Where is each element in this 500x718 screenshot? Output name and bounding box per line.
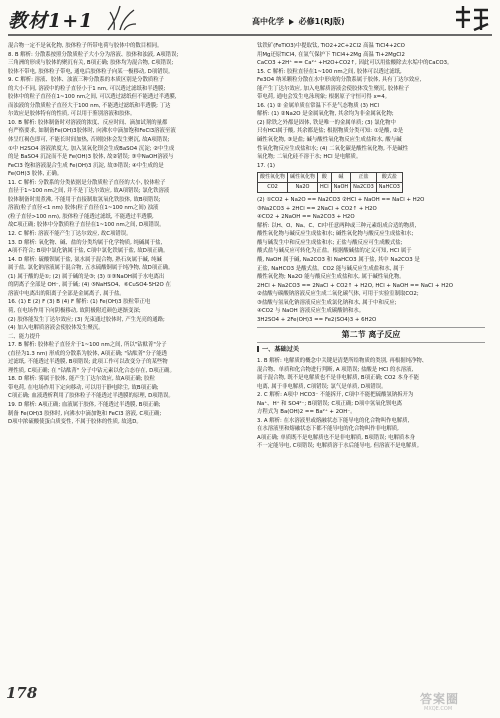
answer-line: 酸式盐与碱反应可转化为正盐。根据酸碱盐的定义可知, HCl 属于 bbox=[257, 248, 412, 255]
answer-line: 带电荷, 在电场作用下定向移动, 可以用于静电除尘, 故B项正确; bbox=[8, 384, 159, 391]
answer-line: ④CO2 与 NaOH 溶液反应生成碳酸钠和水。 bbox=[257, 308, 365, 315]
answer-line: 17. (1) bbox=[257, 162, 275, 169]
answer-line: 直径于1~100 nm之间, 并不是丁达尔效应, 故A项错误; 氯化铁溶液 bbox=[8, 188, 170, 195]
answer-line: 胶体不带电, 胶体粒子带电, 通电后胶体粒子向某一极移动, D项错误。 bbox=[8, 68, 174, 75]
answer-line: (2) ①CO2 + Na2O == Na2CO3 ②HCl + NaOH == NaCl + H2O bbox=[257, 197, 425, 204]
answer-line: A项不符合; B项中氯化钠属于盐, C项中氯化铁属于盐, 故D项正确。 bbox=[8, 248, 169, 255]
table-header-cell: 碱 bbox=[331, 173, 351, 183]
leaf-ornament-icon bbox=[104, 4, 138, 34]
answer-line: 溶液(粒子直径<1 nm) 胶体(粒子直径在1~100 nm之间) 浊液 bbox=[8, 205, 159, 212]
answer-line: 属于混合物, 既不是电解质也不是非电解质, B项正确; CO2 本身不能 bbox=[257, 375, 419, 382]
table-header-cell: 正盐 bbox=[351, 173, 377, 183]
answer-line: 性氧化物反应生成盐和水; (4) 二氧化碳是酸性氧化物, 不是碱性 bbox=[257, 145, 409, 152]
subject-name: 高中化学 bbox=[252, 17, 284, 26]
right-intro-text bbox=[257, 42, 485, 170]
answer-line: ③盐酸与氢氧化钠溶液反应生成氯化钠和水, 属于中和反应; bbox=[257, 299, 397, 306]
answer-line: 酸与碱发生中和反应生成盐和水; 正盐与酸反应可生成酸式盐; bbox=[257, 239, 403, 246]
answer-line: 解析: 以H、O、Na、C、Cl中任意两种或三种元素组成合适的物质, bbox=[257, 222, 417, 229]
publisher-logo-icon bbox=[452, 4, 492, 32]
answer-line: 正盐, NaHCO3 是酸式盐。CO2 能与碱反应生成盐和水, 属于 bbox=[257, 265, 404, 272]
answer-line: 8. B 解析: 分散系按照分散质粒子大小分为溶液、胶体和浊液, A项错误; bbox=[8, 51, 179, 58]
table-data-row bbox=[258, 183, 403, 193]
triangle-icon bbox=[289, 19, 294, 25]
answer-line: 方程式为 Ba(OH)2 == Ba²⁺ + 2OH⁻。 bbox=[257, 409, 356, 416]
book-brand bbox=[8, 6, 93, 33]
table-cell: NaOH bbox=[331, 183, 351, 193]
answer-line: 的阴离子全部是 OH⁻, 属于碱; (4) ⑤NaHSO4、⑥CuSO4·5H2O 在 bbox=[8, 282, 171, 289]
answer-line: (4) 加入电解质溶液会使胶体发生聚沉。 bbox=[8, 325, 104, 332]
answer-line: 理性质, C项正确; 在 "钴酞菁" 分子中钴元素以化合态存在, D项正确。 bbox=[8, 367, 175, 374]
table-cell: HCl bbox=[318, 183, 332, 193]
answer-line: 二、能力提升 bbox=[8, 333, 41, 340]
table-cell: Na2O bbox=[288, 183, 318, 193]
table-header-cell: 酸 bbox=[318, 173, 332, 183]
answer-line: 12. C 解析: 溶液不能产生丁达尔效应, 故C项错误。 bbox=[8, 231, 132, 238]
table-header-cell: 碱性氧化物 bbox=[288, 173, 318, 183]
answer-line: 而浊液的分散质粒子直径大于100 nm, 不能透过滤纸和半透膜; 丁达 bbox=[8, 102, 171, 109]
answer-line: 有严格要求, 如制备Fe(OH)3胶体时, 向沸水中滴加饱和FeCl3溶液至液 bbox=[8, 128, 176, 135]
answer-line: 16. (1) ② 金属单质在常温下不是气态物质 (3) HCl bbox=[257, 102, 380, 109]
answer-line: ③Na2CO3 + 2HCl == 2NaCl + CO2↑ + H2O bbox=[257, 205, 377, 212]
brand-text: 教材1+1 bbox=[8, 10, 94, 32]
answer-line: 碱性氧化物, ③是盐; 碱与酸性氧化物反应生成盐和水, 酸与碱 bbox=[257, 137, 402, 144]
answer-line: 15. C 解析: 胶粒直径在1~100 nm之间, 胶体可以透过滤纸, bbox=[257, 68, 402, 75]
answer-line: 在水溶液里和熔融状态下都不能导电的化合物叫作非电解质, bbox=[257, 426, 399, 433]
answer-line: 19. D 解析: A项正确; 血液属于胶体, 不能透过半透膜, B项正确; bbox=[8, 401, 161, 408]
answer-line: A项正确; 单质既不是电解质也不是非电解质, B项错误; 电解质本身 bbox=[257, 434, 416, 441]
answer-line: ④CO2 + 2NaOH == Na2CO3 + H2O bbox=[257, 214, 355, 221]
answer-line: ①中 H2SO4 溶液浓度大, 加入氢氧化钡会生成BaSO4 沉淀; ②中生成 bbox=[8, 145, 175, 152]
answer-line: 电离, 属于非电解质, C项错误; 氯气是单质, D项错误。 bbox=[257, 383, 387, 390]
answer-line: 只有HCl属于酸, 其余都是盐; 根据物质分类可知: ①是酸, ②是 bbox=[257, 128, 404, 135]
answer-line: (2) 胶体能发生丁达尔效应; (3) 光束通过胶体时, 产生光亮的通路; bbox=[8, 316, 165, 323]
answer-line: ②盐酸与碳酸钠溶液反应生成二氧化碳气体, 可用于实验室制取CO2; bbox=[257, 291, 419, 298]
page-header bbox=[0, 0, 500, 40]
watermark: 答案圈 bbox=[420, 692, 460, 706]
table-cell: NaHCO3 bbox=[376, 183, 402, 193]
answer-line: 不一定能导电, C项错误; 电解质溶于水后能导电, 但溶液不是电解质。 bbox=[257, 443, 423, 450]
answer-line: 的大小不同, 溶液中的粒子直径小于1 nm, 可以透过滤纸和半透膜; bbox=[8, 85, 166, 92]
table-cell: CO2 bbox=[258, 183, 288, 193]
answer-line: 胶体制备时需煮沸, 不能用于直接制取氢氧化铁胶体, 故B项错误; bbox=[8, 196, 161, 203]
right-section-text bbox=[257, 357, 485, 451]
answer-line: 氧化物; 二氧化硅不溶于水; HCl 是电解质。 bbox=[257, 154, 362, 161]
answer-line: 三角洲的形成与胶体的聚沉有关, B项正确; 胶体均为混合物, C项错误; bbox=[8, 60, 174, 67]
section-heading bbox=[257, 346, 485, 355]
answer-line: 荷, 在电场作用下向阴极移动, 故阴极附近颜色逐渐变深; bbox=[8, 307, 141, 314]
table-header-row bbox=[258, 173, 403, 183]
answer-line: 18. D 解析: 雾属于胶体, 能产生丁达尔效应, 故A项正确; 胶粒 bbox=[8, 376, 155, 383]
section-chapter-title: 第二节 离子反应 bbox=[257, 327, 485, 343]
answer-line: 解析: (1) ②Na2O 是金属氧化物, 其余均为非金属氧化物; bbox=[257, 111, 394, 118]
answer-line: 酸, NaOH 属于碱, Na2CO3 和 NaHCO3 属于盐, 其中 Na2CO3 是 bbox=[257, 257, 420, 264]
answer-line: 溶液中电离出的阳离子全部是金属离子, 属于盐。 bbox=[8, 290, 125, 297]
answer-line: (1) 属于酸的是①; (2) 属于碱的是③; (3) ①③NaOH属于水电离出 bbox=[8, 273, 165, 280]
left-answer-column bbox=[8, 42, 236, 682]
answer-line: (直径为1.3 nm) 形成的分散系为胶体, A项正确; "钴酞菁"分子能透 bbox=[8, 350, 168, 357]
answer-line: CaCO3 +2H⁺ == Ca²⁺ +H2O+CO2↑, 因此可以用盐酸除去水垢中的CaCO3。 bbox=[257, 60, 453, 67]
right-after-table-text bbox=[257, 196, 485, 324]
answer-line: D项中浓硫酸使蛋白质变性, 不属于胶体的性质, 故选D。 bbox=[8, 419, 142, 426]
classification-table bbox=[257, 172, 403, 193]
answer-line: 尔效应是胶体特有的性质, 可以用于鉴别溶液和胶体。 bbox=[8, 111, 136, 118]
table-header-cell: 酸性氧化物 bbox=[258, 173, 288, 183]
answer-line: 10. B 解析: 胶体制备时对溶液的浓度、反应时间、滴加试剂的量都 bbox=[8, 119, 168, 126]
answer-line: 酸性氧化物; Na2O 能与酸反应生成盐和水, 属于碱性氧化物。 bbox=[257, 274, 405, 281]
section-heading-text: 一、基础过关 bbox=[262, 346, 300, 354]
answer-line: 14. D 解析: 硫酸钡属于盐, 氨水属于混合物, 熟石灰属于碱, 纯碱 bbox=[8, 256, 162, 263]
subject-label bbox=[252, 16, 345, 27]
answer-line: 13. D 解析: 氧化物、碱、盐的分类均属于化学物质, 纯碱属于盐, bbox=[8, 239, 163, 246]
answer-line: 9. C 解析: 溶液、胶体、浊液三种分散系的本质区别是分散质粒子 bbox=[8, 77, 165, 84]
answer-line: 能产生丁达尔效应, 加入电解质溶液会使胶体发生聚沉, 胶体粒子 bbox=[257, 85, 410, 92]
answer-line: 属于盐, 氯化钠溶液属于混合物, 五水硫酸铜属于纯净物, 故D项正确。 bbox=[8, 265, 174, 272]
answer-line: C项正确; 血液透析利用了胶体粒子不能透过半透膜的原理, D项错误。 bbox=[8, 393, 174, 400]
watermark-url: MXQE.COM bbox=[424, 706, 453, 712]
answer-line: 混合物一定不是氧化物, 胶体粒子所带电荷与胶体中的数目相同。 bbox=[8, 43, 163, 49]
answer-line: 胶体中的粒子直径在1~100 nm之间, 可以透过滤纸但不能透过半透膜, bbox=[8, 94, 177, 101]
answer-line: 体呈红褐色即可, 不能长时间加热, 否则胶体会发生聚沉, 故A项错误; bbox=[8, 137, 170, 144]
answer-line: 制备 Fe(OH)3 胶体时, 向沸水中滴加饱和 FeCl3 溶液, C项正确; bbox=[8, 410, 162, 417]
answer-line: 钛铁矿(FeTiO3)中提取钛, TiO2+2C+2Cl2 高温 TiCl4+2CO bbox=[257, 43, 405, 49]
header-rule bbox=[8, 34, 492, 36]
table-cell: Na2CO3 bbox=[351, 183, 377, 193]
answer-line: (2) 除铁之外都是固体, 铁是唯一的金属单质; (3) 氯化物中 bbox=[257, 119, 396, 126]
answer-line: 故C项正确; 胶体中分散质粒子直径在1~100 nm之间, D项错误。 bbox=[8, 222, 165, 229]
answer-line: 11. C 解析: 分散系的分类依据是分散质粒子直径的大小, 胶体粒子 bbox=[8, 179, 166, 186]
answer-line: 1. B 解析: 电解质的概念中关键是清楚所给物质的类别, 再根据纯净物、 bbox=[257, 357, 428, 364]
answer-line: 的是 BaSO4 沉淀而不是 Fe(OH)3 胶体, 故②错误; ③中NaOH溶液与 bbox=[8, 154, 174, 161]
right-answer-column bbox=[257, 42, 485, 714]
answer-line: FeCl3 饱和溶液混合生成 Fe(OH)3 沉淀, 故③错误; ④中生成的是 bbox=[8, 162, 164, 169]
answer-line: 酸性氧化物与碱反应生成盐和水; 碱性氧化物与酸反应生成盐和水; bbox=[257, 231, 414, 238]
answer-line: 3. A 解析: 在水溶液里或熔融状态下能导电的化合物叫作电解质, bbox=[257, 417, 410, 424]
answer-line: 2HCl + Na2CO3 == 2NaCl + CO2↑ + H2O, HCl + NaOH == NaCl + H2O bbox=[257, 282, 453, 289]
answer-line: 17. B 解析: 胶体粒子直径介于1~100 nm之间, 所以"钴酞菁"分子 bbox=[8, 342, 167, 349]
page-number: 178 bbox=[6, 684, 38, 702]
edition-name: 必修1(RJ版) bbox=[298, 17, 345, 26]
table-header-cell: 酸式盐 bbox=[376, 173, 402, 183]
answer-line: Fe(OH)3 胶体, 正确。 bbox=[8, 171, 63, 178]
answer-line: Fe3O4 纳米颗粒分散在水中形成的分散系属于胶体, 具有丁达尔效应, bbox=[257, 77, 422, 84]
answer-line: 过滤纸, 不能透过半透膜, B项错误; 此项工作可以改变分子的某些物 bbox=[8, 359, 168, 366]
answer-line: (粒子直径>100 nm), 胶体粒子能透过滤纸, 不能透过半透膜, bbox=[8, 213, 154, 220]
answer-line: 3H2SO4 + 2Fe(OH)3 == Fe2(SO4)3 + 6H2O bbox=[257, 316, 377, 323]
answer-line: 2. C 解析: A项中 HCO3⁻ 不能拆开, C项中不能把硫酸氢钠拆开为 bbox=[257, 392, 414, 399]
answer-line: 带电荷, 通电会发生电泳现象; 根据原子守恒可得 x=4。 bbox=[257, 94, 391, 101]
answer-line: 16. (1) E (2) F (3) B (4) F 解析: (1) Fe(OH)3 胶粒带正电 bbox=[8, 299, 151, 306]
section-bar-icon bbox=[257, 346, 259, 352]
answer-line: 用Mg还原TiCl4, 在氩气保护下 TiCl4+2Mg 高温 Ti+2MgCl2 bbox=[257, 51, 405, 58]
answer-line: Na⁺、H⁺ 和 SO4²⁻; B项错误; C项正确; D项中氢氧化钡电离 bbox=[257, 400, 403, 407]
answer-line: 混合物、单质和化合物进行判断, A 项错误; 盐酸是 HCl 的水溶液, bbox=[257, 366, 414, 373]
